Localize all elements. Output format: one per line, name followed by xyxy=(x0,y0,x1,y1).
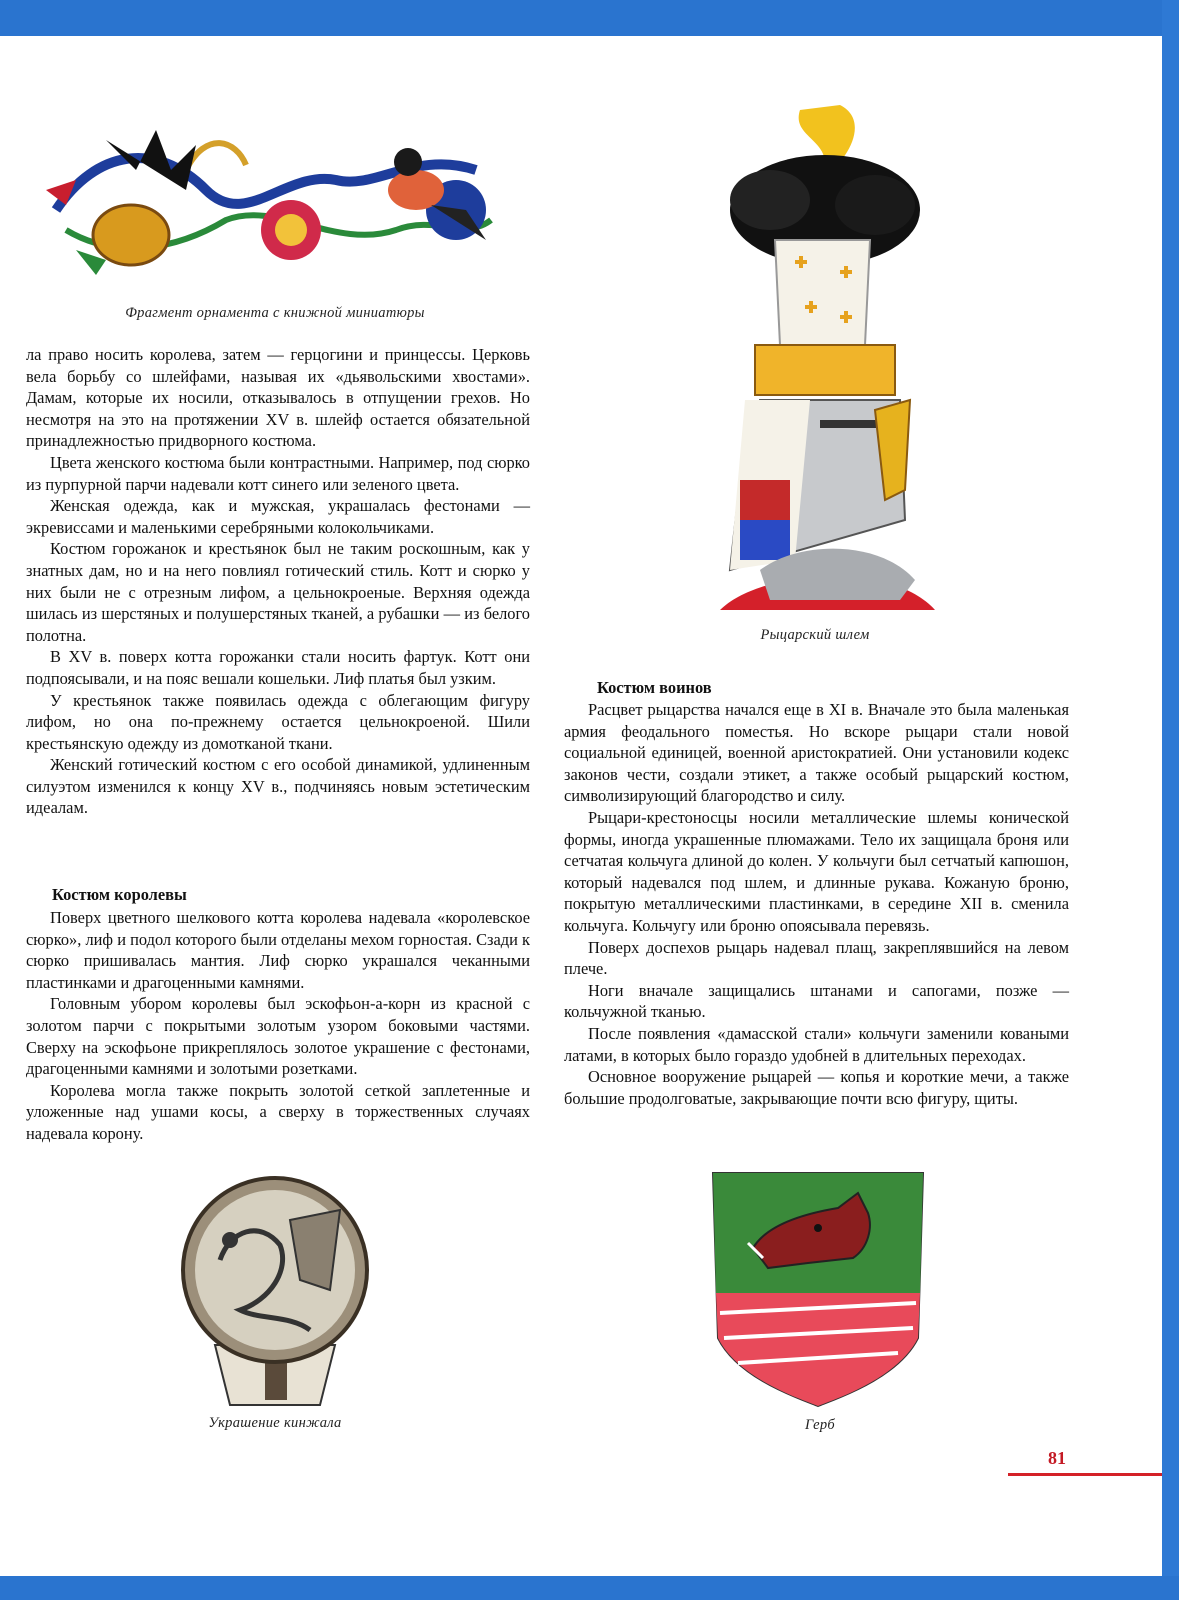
page-number: 81 xyxy=(1048,1448,1066,1468)
paragraph: Поверх доспехов рыцарь надевал плащ, закреплявшийся на левом плече. xyxy=(564,937,1069,979)
ornament-caption: Фрагмент орнамента с книжной миниатюры xyxy=(125,305,425,321)
paragraph: У крестьянок также появилась одежда с облегающим фигуру лифом, но она по-прежнему остается цельнокроеной. Шили крестьянскую одежду из домотканой ткани. xyxy=(26,690,530,753)
ornament-illustration xyxy=(36,110,506,285)
paragraph: Королева могла также покрыть золотой сеткой заплетенные и уложенные над ушами косы, а сверху в торжественных случаях надевала корону. xyxy=(26,1080,530,1143)
paragraph: Рыцари-крестоносцы носили металлические шлемы конической формы, иногда украшенные плюмажами. Тело их защищала броня или сетчатая кольчуга длиной до колен. У кольчуги был сетчатый капюшон, который надевался под шлем, и длинные рукава. Кожаную броню, покрытую металлическими пластинками, в середине XII в. сменила кольчуга. Кольчугу или броню опоясывала перевязь. xyxy=(564,807,1069,935)
paragraph: После появления «дамасской стали» кольчуги заменили коваными латами, в которых было гораздо удобней в длительных переходах. xyxy=(564,1023,1069,1065)
paragraph: Костюм горожанок и крестьянок был не таким роскошным, как у знатных дам, но и на него повлиял готический стиль. Котт и сюрко у них были не с отрезным лифом, а цельнокроеные. Верхняя одежда шилась из шерстяных и полушерстяных тканей, а рубашки — из белого полотна. xyxy=(26,539,530,645)
page-number-rule xyxy=(1008,1473,1162,1476)
queen-section-text xyxy=(26,907,530,1145)
left-column-text xyxy=(26,344,530,819)
dagger-caption: Украшение кинжала xyxy=(208,1415,342,1431)
section-heading-queen: Костюм королевы xyxy=(52,885,187,904)
helmet-caption: Рыцарский шлем xyxy=(760,627,870,643)
paragraph: Ноги вначале защищались штанами и сапогами, позже — кольчужной тканью. xyxy=(564,980,1069,1022)
paragraph: Основное вооружение рыцарей — копья и короткие мечи, а также большие продолговатые, закрывающие почти всю фигуру, щиты. xyxy=(564,1067,1069,1108)
paragraph: Головным убором королевы был эскофьон-а-корн из красной с золотом парчи с покрытыми золотым узором боковыми частями. Сверху на эскофьоне прикреплялось золотое украшение с фестонами, драгоценными камнями и золотыми розетками. xyxy=(26,994,530,1079)
paragraph: ла право носить королева, затем — герцогини и принцессы. Церковь вела борьбу со шлейфами, называя их «дьявольскими хвостами». Дамам, которые их носили, отказывалось в отпущении грехов. Но несмотря на это на протяжении XV в. шлейф остается обязательной принадлежностью придворного костюма. xyxy=(26,345,530,451)
paragraph: Поверх цветного шелкового котта королева надевала «королевское сюрко», лиф и подол которого были отделаны мехом горностая. Сзади к сюрко пришивалась мантия. Лиф сюрко украшался чеканными пластинками и драгоценными камнями. xyxy=(26,908,530,992)
paragraph: В XV в. поверх котта горожанки стали носить фартук. Котт они подпоясывали, и на пояс вешали кошельки. Лиф платья был узким. xyxy=(26,647,530,688)
knight-helmet-illustration xyxy=(700,100,950,620)
paragraph: Женская одежда, как и мужская, украшалась фестонами — экревиссами и маленькими серебряными колокольчиками. xyxy=(26,496,530,537)
coat-of-arms-illustration xyxy=(708,1168,928,1408)
page-frame-bottom xyxy=(0,1576,1179,1600)
paragraph: Цвета женского костюма были контрастными. Например, под сюрко из пурпурной парчи надевали котт синего или зеленого цвета. xyxy=(26,452,530,494)
page-frame-right xyxy=(1162,0,1179,1600)
section-heading-warriors: Костюм воинов xyxy=(597,678,712,697)
coat-of-arms-caption: Герб xyxy=(805,1417,835,1433)
warriors-section-text xyxy=(564,699,1069,1109)
dagger-ornament-illustration xyxy=(170,1170,380,1410)
page-frame-top xyxy=(0,0,1179,36)
paragraph: Расцвет рыцарства начался еще в XI в. Вначале это была маленькая армия феодального поместья. Но вскоре рыцари стали новой социальной единицей, военной аристократией. Они установили кодекс законов чести, создали этикет, а также особый рыцарский костюм, символизирующий благородство и силу. xyxy=(564,700,1069,806)
paragraph: Женский готический костюм с его особой динамикой, удлиненным силуэтом изменился к концу XV в., подчиняясь новым эстетическим идеалам. xyxy=(26,755,530,818)
